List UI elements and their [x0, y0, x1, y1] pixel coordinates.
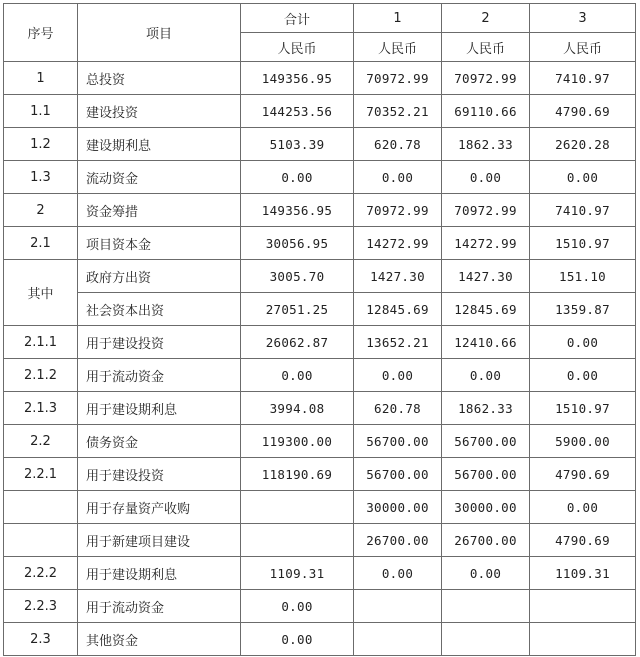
row-value-period-1: 620.78: [354, 392, 442, 425]
table-row: [4, 425, 636, 458]
row-value-period-3: 0.00: [530, 326, 636, 359]
table-row: [4, 557, 636, 590]
row-value-period-1: 26700.00: [354, 524, 442, 557]
row-value-total: 118190.69: [241, 458, 354, 491]
row-item: 建设期利息: [78, 128, 241, 161]
header-period-2: 2: [442, 4, 530, 33]
row-value-period-3: 1359.87: [530, 293, 636, 326]
table-row: [4, 392, 636, 425]
row-value-period-2: 12410.66: [442, 326, 530, 359]
table-row: [4, 227, 636, 260]
header-currency-1: 人民币: [354, 33, 442, 62]
row-value-period-2: 14272.99: [442, 227, 530, 260]
row-value-period-1: 56700.00: [354, 425, 442, 458]
row-value-total: 149356.95: [241, 62, 354, 95]
row-value-total: 1109.31: [241, 557, 354, 590]
row-seq: 2.2.2: [4, 557, 78, 590]
row-seq: [4, 491, 78, 524]
row-value-period-3: 1510.97: [530, 392, 636, 425]
row-seq: 2.1.1: [4, 326, 78, 359]
row-item: 用于新建项目建设: [78, 524, 241, 557]
table-row: [4, 62, 636, 95]
row-value-period-1: 12845.69: [354, 293, 442, 326]
row-value-period-2: 56700.00: [442, 425, 530, 458]
row-item: 用于存量资产收购: [78, 491, 241, 524]
funding-table: [3, 3, 636, 656]
row-value-period-2: 0.00: [442, 557, 530, 590]
row-value-period-3: 0.00: [530, 491, 636, 524]
row-value-period-2: 56700.00: [442, 458, 530, 491]
table-row: [4, 326, 636, 359]
row-value-total: 144253.56: [241, 95, 354, 128]
row-seq: 其中: [4, 260, 78, 326]
row-seq: 1: [4, 62, 78, 95]
row-item: 用于建设投资: [78, 458, 241, 491]
row-value-period-3: 4790.69: [530, 458, 636, 491]
row-seq: 2.1.3: [4, 392, 78, 425]
header-currency-3: 人民币: [530, 33, 636, 62]
row-value-period-3: [530, 590, 636, 623]
table-row: [4, 161, 636, 194]
row-value-period-1: 70352.21: [354, 95, 442, 128]
row-seq: 2.1: [4, 227, 78, 260]
row-item: 资金筹措: [78, 194, 241, 227]
row-item: 用于建设投资: [78, 326, 241, 359]
row-value-period-3: 4790.69: [530, 95, 636, 128]
row-value-period-1: 620.78: [354, 128, 442, 161]
row-value-period-1: 0.00: [354, 161, 442, 194]
row-value-total: 0.00: [241, 359, 354, 392]
row-value-period-2: 30000.00: [442, 491, 530, 524]
row-value-period-3: 0.00: [530, 359, 636, 392]
row-value-total: 0.00: [241, 623, 354, 656]
table-row: [4, 128, 636, 161]
row-value-period-3: 2620.28: [530, 128, 636, 161]
row-item: 用于流动资金: [78, 590, 241, 623]
row-value-total: 5103.39: [241, 128, 354, 161]
row-seq: 2.1.2: [4, 359, 78, 392]
row-value-period-3: 1109.31: [530, 557, 636, 590]
table-row: [4, 458, 636, 491]
row-value-period-1: 13652.21: [354, 326, 442, 359]
row-value-period-3: 1510.97: [530, 227, 636, 260]
row-value-period-2: [442, 623, 530, 656]
header-currency-2: 人民币: [442, 33, 530, 62]
row-seq: 1.2: [4, 128, 78, 161]
row-value-period-1: 1427.30: [354, 260, 442, 293]
row-value-total: 30056.95: [241, 227, 354, 260]
header-period-1: 1: [354, 4, 442, 33]
row-value-period-3: 0.00: [530, 161, 636, 194]
row-value-total: 3005.70: [241, 260, 354, 293]
table-row: [4, 590, 636, 623]
header-item: 项目: [78, 4, 241, 62]
header-period-3: 3: [530, 4, 636, 33]
row-seq: 2.3: [4, 623, 78, 656]
row-value-period-1: 56700.00: [354, 458, 442, 491]
table-row: [4, 623, 636, 656]
table-row: [4, 260, 636, 293]
row-seq: 2.2.1: [4, 458, 78, 491]
row-value-total: 0.00: [241, 161, 354, 194]
row-item: 其他资金: [78, 623, 241, 656]
row-seq: 2: [4, 194, 78, 227]
row-value-period-1: 30000.00: [354, 491, 442, 524]
row-value-total: 119300.00: [241, 425, 354, 458]
row-value-period-2: 0.00: [442, 359, 530, 392]
row-value-period-3: [530, 623, 636, 656]
row-value-period-2: 70972.99: [442, 194, 530, 227]
table-row: [4, 359, 636, 392]
row-value-period-2: 26700.00: [442, 524, 530, 557]
row-item: 用于建设期利息: [78, 392, 241, 425]
row-value-period-3: 4790.69: [530, 524, 636, 557]
row-value-period-3: 5900.00: [530, 425, 636, 458]
row-value-total: 149356.95: [241, 194, 354, 227]
row-value-total: 3994.08: [241, 392, 354, 425]
row-item: 建设投资: [78, 95, 241, 128]
row-item: 用于建设期利息: [78, 557, 241, 590]
row-value-period-2: 0.00: [442, 161, 530, 194]
row-seq: 2.2: [4, 425, 78, 458]
row-item: 用于流动资金: [78, 359, 241, 392]
header-currency-total: 人民币: [241, 33, 354, 62]
row-value-total: 26062.87: [241, 326, 354, 359]
table-row: [4, 491, 636, 524]
row-seq: 1.1: [4, 95, 78, 128]
row-value-period-1: 0.00: [354, 359, 442, 392]
row-value-total: 0.00: [241, 590, 354, 623]
table-row: [4, 524, 636, 557]
row-value-period-3: 151.10: [530, 260, 636, 293]
row-value-period-2: 70972.99: [442, 62, 530, 95]
row-value-period-1: 0.00: [354, 557, 442, 590]
row-value-period-1: 70972.99: [354, 62, 442, 95]
row-item: 政府方出资: [78, 260, 241, 293]
row-value-total: [241, 491, 354, 524]
row-item: 债务资金: [78, 425, 241, 458]
row-value-period-2: 12845.69: [442, 293, 530, 326]
header-row-periods: [4, 4, 636, 33]
header-period-total: 合计: [241, 4, 354, 33]
row-item: 项目资本金: [78, 227, 241, 260]
row-value-period-3: 7410.97: [530, 62, 636, 95]
table-row: [4, 95, 636, 128]
row-value-period-2: 69110.66: [442, 95, 530, 128]
row-seq: [4, 524, 78, 557]
row-item: 流动资金: [78, 161, 241, 194]
row-seq: 1.3: [4, 161, 78, 194]
row-value-period-3: 7410.97: [530, 194, 636, 227]
row-item: 总投资: [78, 62, 241, 95]
row-value-period-2: [442, 590, 530, 623]
row-item: 社会资本出资: [78, 293, 241, 326]
row-value-period-1: [354, 590, 442, 623]
row-value-period-2: 1862.33: [442, 128, 530, 161]
table-row: [4, 293, 636, 326]
row-value-period-2: 1862.33: [442, 392, 530, 425]
row-value-period-1: 70972.99: [354, 194, 442, 227]
row-value-period-1: 14272.99: [354, 227, 442, 260]
header-seq: 序号: [4, 4, 78, 62]
row-seq: 2.2.3: [4, 590, 78, 623]
row-value-period-2: 1427.30: [442, 260, 530, 293]
row-value-total: [241, 524, 354, 557]
table-row: [4, 194, 636, 227]
row-value-total: 27051.25: [241, 293, 354, 326]
row-value-period-1: [354, 623, 442, 656]
